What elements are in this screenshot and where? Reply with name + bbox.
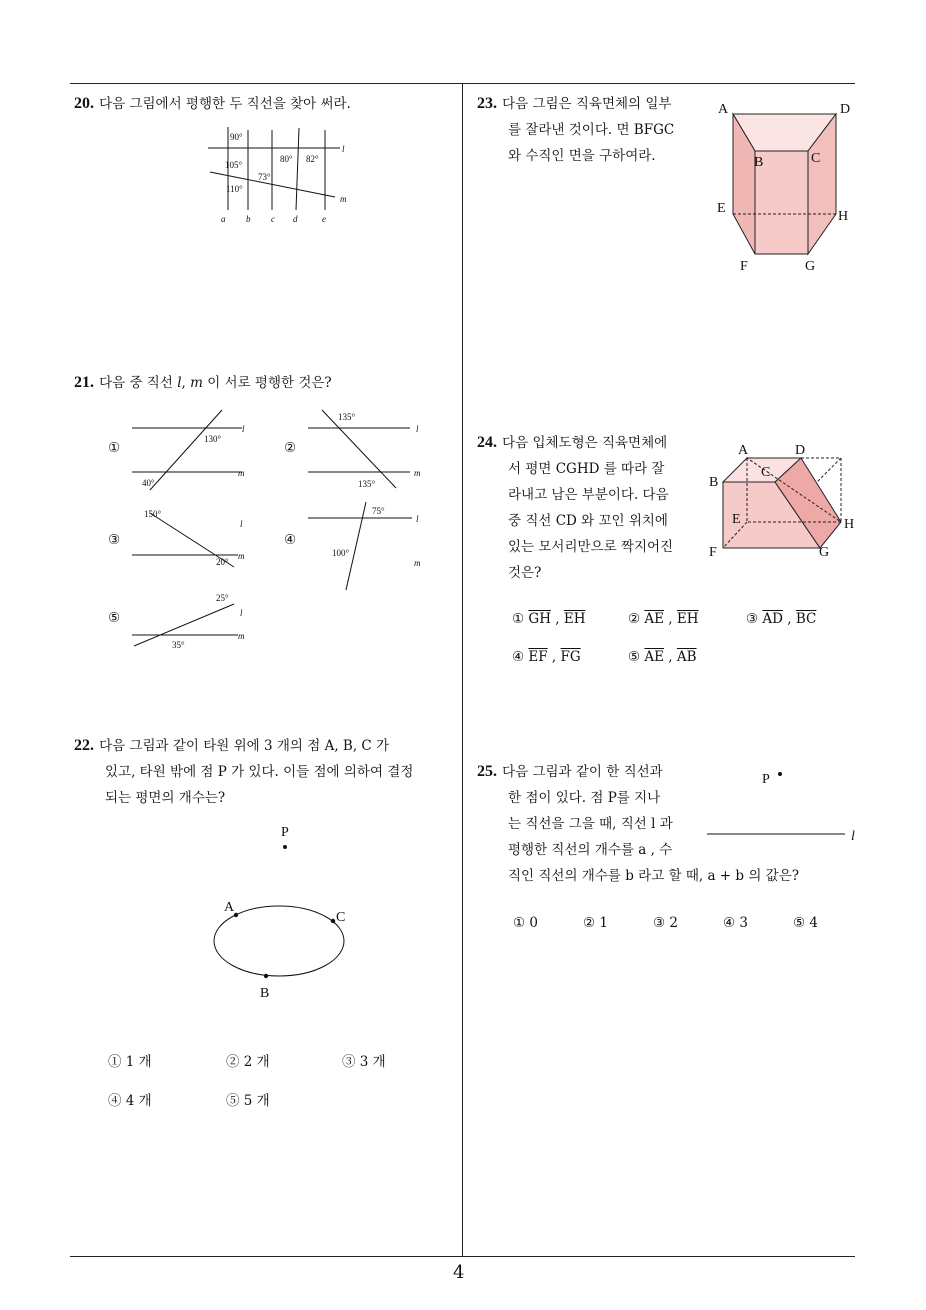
question-text-line-2: 있고, 타원 밖에 점 P 가 있다. 이들 점에 의하여 결정 [105,764,414,780]
q24-label-d: D [795,443,806,458]
q21-o5-l: l [240,608,243,618]
q20-angle-3: 80° [280,154,293,164]
q22-choice-3[interactable]: ③ 3 개 [342,1054,386,1070]
q20-angle-2: 105° [225,160,243,170]
question-number: 22. [74,737,94,754]
q21-option-4-mark[interactable]: ④ [284,532,297,548]
question-text-line-1: 다음 그림과 같이 한 직선과 [502,764,663,780]
q20-label-a: a [221,214,226,224]
q24-label-c: C [761,465,771,480]
question-text-line-2: 한 점이 있다. 점 P를 지나 [508,790,661,806]
q21-o2-l: l [416,424,419,434]
question-number: 21. [74,374,94,391]
q24-label-f: F [709,545,717,560]
q22-choice-5[interactable]: ⑤ 5 개 [226,1093,270,1109]
page-number: 4 [453,1262,465,1283]
q25-choice-2[interactable]: ② 1 [583,915,608,931]
q21-o4-m: m [414,558,421,568]
q21-option-5-figure [130,590,250,655]
q21-option-3-mark[interactable]: ③ [108,532,121,548]
q22-point-a: A [224,900,235,915]
q21-o1-angle-b: 40° [142,478,155,488]
q22-choice-2[interactable]: ② 2 개 [226,1054,270,1070]
q22-point-c: C [336,910,346,925]
q20-label-b: b [246,214,251,224]
q22-choice-1[interactable]: ① 1 개 [108,1054,152,1070]
q21-o4-l: l [416,514,419,524]
q21-option-1-figure [130,408,250,493]
q21-o3-angle-b: 20° [216,557,229,567]
q23-label-e: E [717,201,726,216]
question-number: 25. [477,763,497,780]
q25-choice-5[interactable]: ⑤ 4 [793,915,818,931]
q24-label-a: A [738,443,749,458]
q21-o5-m: m [238,631,245,641]
question-text-line-3: 와 수직인 면을 구하여라. [508,148,656,164]
q21-option-4-figure [306,500,431,595]
question-number: 23. [477,95,497,112]
q20-label-m: m [340,194,347,204]
q21-o1-l: l [242,424,245,434]
q22-point-b: B [260,986,270,1001]
q22-choice-4[interactable]: ④ 4 개 [108,1093,152,1109]
question-text-line-3: 는 직선을 그을 때, 직선 l 과 [508,816,673,832]
q21-o1-m: m [238,468,245,478]
question-22 [74,733,459,811]
column-divider [462,83,463,1257]
question-text: 다음 중 직선 l, m 이 서로 평행한 것은? [99,375,332,391]
question-23 [477,91,717,169]
q21-o4-angle-a: 75° [372,506,385,516]
question-21 [74,370,459,396]
q23-label-b: B [754,155,764,170]
question-text-line-2: 를 잘라낸 것이다. 면 BFGC [508,122,675,138]
q24-label-h: H [844,517,855,532]
q21-option-1-mark[interactable]: ① [108,440,121,456]
q21-option-2-mark[interactable]: ② [284,440,297,456]
question-text-line-5: 직인 직선의 개수를 b 라고 할 때, a + b 의 값은? [508,868,799,884]
q21-option-3-figure [130,505,250,575]
bottom-rule [70,1256,855,1257]
q23-label-g: G [805,259,816,274]
question-text-line-1: 다음 그림은 직육면체의 일부 [502,96,672,112]
question-number: 20. [74,95,94,112]
q25-figure [703,760,868,850]
q21-o3-angle-a: 150° [144,509,162,519]
q21-o2-angle-b: 135° [358,479,376,489]
q23-label-a: A [718,102,729,117]
q24-choice-4[interactable]: ④ $\overline{EF}$ , $\overline{FG}$ [512,649,581,665]
q23-label-c: C [811,151,821,166]
question-20 [74,91,459,117]
q22-figure [200,820,360,1005]
question-text-line-3: 라내고 남은 부분이다. 다음 [508,487,669,503]
question-text-line-1: 다음 그림과 같이 타원 위에 3 개의 점 A, B, C 가 [99,738,390,754]
question-number: 24. [477,434,497,451]
question-text-line-3: 되는 평면의 개수는? [105,790,226,806]
q21-o5-angle-a: 25° [216,593,229,603]
q21-option-5-mark[interactable]: ⑤ [108,610,121,626]
q21-o5-angle-b: 35° [172,640,185,650]
question-text: 다음 그림에서 평행한 두 직선을 찾아 써라. [99,96,351,112]
q20-label-l: l [342,144,345,154]
q20-angle-4: 82° [306,154,319,164]
q20-angle-1: 90° [230,132,243,142]
q24-figure [705,438,865,563]
q24-label-g: G [819,545,830,560]
q21-o4-angle-b: 100° [332,548,350,558]
question-text-line-1: 다음 입체도형은 직육면체에 [502,435,668,451]
q20-label-c: c [271,214,275,224]
q23-label-d: D [840,102,851,117]
q21-o3-l: l [240,519,243,529]
q25-choice-1[interactable]: ① 0 [513,915,538,931]
q20-angle-6: 110° [226,184,243,194]
q24-choice-5[interactable]: ⑤ $\overline{AE}$ , $\overline{AB}$ [628,649,697,665]
question-text-line-2: 서 평면 CGHD 를 따라 잘 [508,461,665,477]
q24-choice-2[interactable]: ② $\overline{AE}$ , $\overline{EH}$ [628,611,699,627]
q23-label-h: H [838,209,849,224]
q20-figure [200,125,360,230]
question-24 [477,430,707,586]
q24-label-e: E [732,512,741,527]
q25-line-l: l [851,829,855,844]
question-text-line-6: 것은? [508,565,542,581]
q23-figure [712,96,862,276]
q24-choice-1[interactable]: ① $\overline{GH}$ , $\overline{EH}$ [512,611,586,627]
q25-choice-3[interactable]: ③ 2 [653,915,678,931]
q21-o1-angle-a: 130° [204,434,222,444]
question-text-line-5: 있는 모서리만으로 짝지어진 [508,539,674,555]
q25-choice-4[interactable]: ④ 3 [723,915,748,931]
q21-o2-m: m [414,468,421,478]
q20-label-e: e [322,214,326,224]
q24-label-b: B [709,475,719,490]
q20-angle-5: 73° [258,172,271,182]
question-text-line-4: 평행한 직선의 개수를 a , 수 [508,842,673,858]
q22-point-p: P [281,825,289,840]
q21-option-2-figure [306,408,426,493]
question-text-line-4: 중 직선 CD 와 꼬인 위치에 [508,513,668,529]
q25-point-p: P [762,772,770,787]
q23-label-f: F [740,259,748,274]
q24-choice-3[interactable]: ③ $\overline{AD}$ , $\overline{BC}$ [746,611,817,627]
q21-o3-m: m [238,551,245,561]
q20-label-d: d [293,214,298,224]
q21-o2-angle-a: 135° [338,412,356,422]
